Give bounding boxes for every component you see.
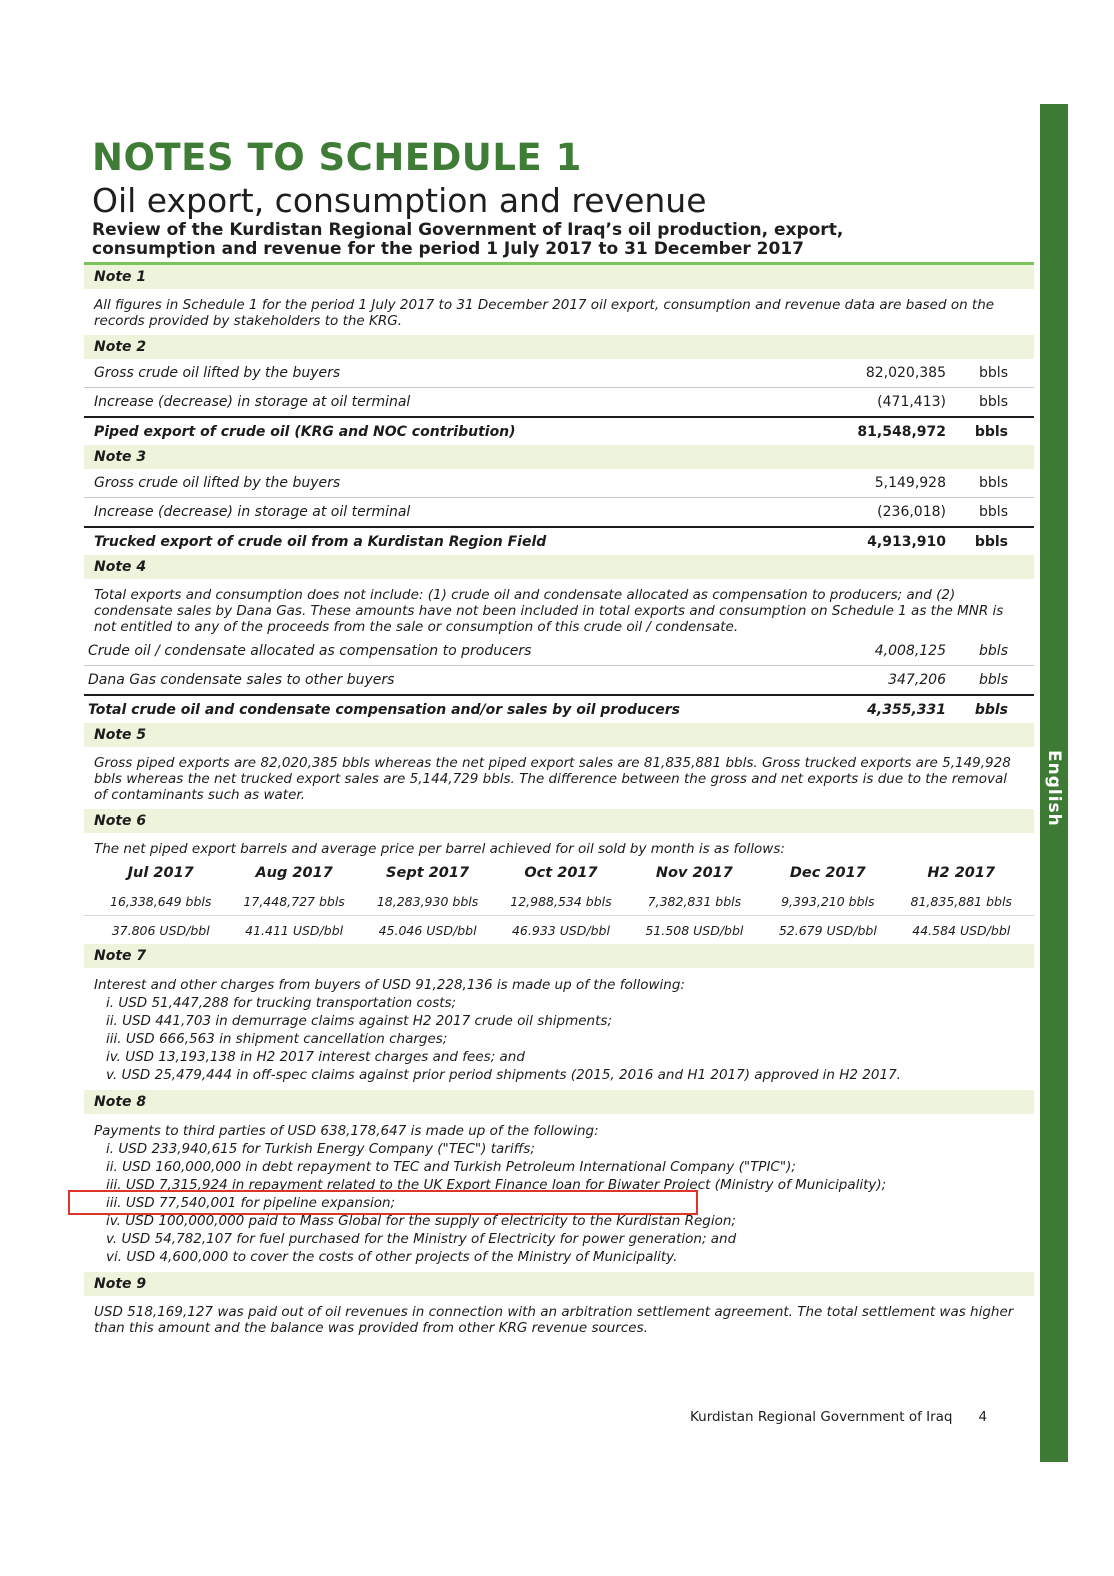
total-label: Total crude oil and condensate compensation and/or sales by oil producers	[88, 702, 680, 718]
month-header: Jul 2017	[127, 865, 194, 881]
row-value: 5,149,928	[874, 475, 946, 491]
list-item: iv. USD 13,193,138 in H2 2017 interest charges and fees; and	[106, 1049, 525, 1065]
review-line-1: Review of the Kurdistan Regional Government of Iraq’s oil production, export,	[92, 220, 844, 240]
highlight-box	[68, 1190, 698, 1215]
row-label: Increase (decrease) in storage at oil terminal	[94, 394, 411, 410]
list-item: ii. USD 160,000,000 in debt repayment to TEC and Turkish Petroleum International Company ("TPIC");	[106, 1159, 796, 1175]
row-unit: bbls	[979, 365, 1008, 381]
note-4-heading: Note 4	[84, 555, 1034, 579]
month-header: Aug 2017	[255, 865, 333, 881]
total-label: Trucked export of crude oil from a Kurdistan Region Field	[94, 534, 547, 550]
barrels-cell: 9,393,210 bbls	[781, 893, 875, 909]
note-5-heading: Note 5	[84, 723, 1034, 747]
row-value: 4,008,125	[874, 643, 946, 659]
note-4-row	[84, 666, 1034, 694]
note-3-row	[84, 469, 1034, 498]
note-5-text: Gross piped exports are 82,020,385 bbls whereas the net piped export sales are 81,835,881 bbls. Gross trucked exports are 5,149,928 bbls whereas the net trucked export sales are 5,144,729 bbls. The difference between the gross and net exports is due to the removal of contaminants such as water.	[94, 755, 1011, 803]
price-cell: 52.679 USD/bbl	[778, 922, 877, 938]
month-header: Oct 2017	[524, 865, 598, 881]
page-number: 4	[978, 1409, 988, 1425]
document-body	[84, 135, 1034, 1342]
price-cell: 44.584 USD/bbl	[912, 922, 1011, 938]
price-row	[84, 915, 1034, 944]
barrels-cell: 7,382,831 bbls	[647, 893, 742, 909]
row-label: Crude oil / condensate allocated as compensation to producers	[88, 643, 532, 659]
row-unit: bbls	[979, 643, 1008, 659]
month-header: Sept 2017	[386, 865, 470, 881]
row-value: 82,020,385	[865, 365, 946, 381]
total-label: Piped export of crude oil (KRG and NOC contribution)	[94, 424, 516, 440]
footer-org: Kurdistan Regional Government of Iraq	[690, 1409, 953, 1425]
note-9-heading: Note 9	[84, 1272, 1034, 1296]
note-2-row	[84, 388, 1034, 416]
row-value: 347,206	[888, 672, 946, 688]
list-item: v. USD 25,479,444 in off-spec claims against prior period shipments (2015, 2016 and H1 2017) approved in H2 2017.	[106, 1067, 901, 1083]
list-item: iii. USD 666,563 in shipment cancellation charges;	[106, 1031, 448, 1047]
barrels-cell: 17,448,727 bbls	[243, 893, 345, 909]
note-8-heading: Note 8	[84, 1090, 1034, 1114]
total-unit: bbls	[974, 424, 1008, 440]
note-3-row	[84, 498, 1034, 526]
list-item: iii. USD 7,315,924 in repayment related to the UK Export Finance loan for Biwater Project (Ministry of Municipality);	[106, 1177, 887, 1193]
total-value: 81,548,972	[857, 424, 946, 440]
note-1-text: All figures in Schedule 1 for the period 1 July 2017 to 31 December 2017 oil export, consumption and revenue data are based on the records provided by stakeholders to the KRG.	[94, 297, 995, 329]
note-7-heading: Note 7	[84, 944, 1034, 968]
note-4-total	[84, 694, 1034, 723]
month-header: Nov 2017	[655, 865, 733, 881]
row-unit: bbls	[979, 504, 1008, 520]
price-cell: 46.933 USD/bbl	[511, 922, 610, 938]
month-header: H2 2017	[927, 865, 996, 881]
barrels-cell: 16,338,649 bbls	[110, 893, 212, 909]
list-item: i. USD 233,940,615 for Turkish Energy Company ("TEC") tariffs;	[106, 1141, 535, 1157]
row-unit: bbls	[979, 475, 1008, 491]
note-4-row	[84, 637, 1034, 666]
price-cell: 37.806 USD/bbl	[111, 922, 210, 938]
language-label: English	[1044, 749, 1064, 827]
review-line-2: consumption and revenue for the period 1 July 2017 to 31 December 2017	[92, 239, 804, 259]
note-3-total	[84, 526, 1034, 555]
barrels-cell: 18,283,930 bbls	[376, 893, 479, 909]
list-item: vi. USD 4,600,000 to cover the costs of other projects of the Ministry of Municipality.	[106, 1249, 678, 1265]
price-cell: 45.046 USD/bbl	[378, 922, 477, 938]
row-value: (236,018)	[877, 504, 946, 520]
note-4-text: Total exports and consumption does not include: (1) crude oil and condensate allocated as compensation to producers; and (2) condensate sales by Dana Gas. These amounts have not been included in total exports and consumption on Schedule 1 as the MNR is not entitled to any of the proceeds from the sale or consumption of this crude oil / condensate.	[94, 587, 1004, 635]
barrels-row	[84, 887, 1034, 915]
total-unit: bbls	[974, 534, 1008, 550]
total-value: 4,355,331	[867, 702, 946, 718]
list-item: iii. USD 77,540,001 for pipeline expansion;	[106, 1195, 396, 1211]
price-cell: 41.411 USD/bbl	[245, 922, 344, 938]
barrels-cell: 12,988,534 bbls	[510, 893, 612, 909]
note-6-text: The net piped export barrels and average price per barrel achieved for oil sold by month is as follows:	[94, 841, 785, 857]
note-8-intro: Payments to third parties of USD 638,178,647 is made up of the following:	[94, 1123, 599, 1139]
page-footer	[690, 1409, 987, 1425]
list-item: i. USD 51,447,288 for trucking transportation costs;	[106, 995, 457, 1011]
row-value: (471,413)	[877, 394, 946, 410]
row-label: Dana Gas condensate sales to other buyers	[88, 672, 395, 688]
total-unit: bbls	[974, 702, 1008, 718]
note-6-heading: Note 6	[84, 809, 1034, 833]
barrels-cell: 81,835,881 bbls	[910, 893, 1012, 909]
total-value: 4,913,910	[867, 534, 946, 550]
list-item: ii. USD 441,703 in demurrage claims against H2 2017 crude oil shipments;	[106, 1013, 612, 1029]
page-title: NOTES TO SCHEDULE 1	[92, 136, 582, 179]
note-7-list	[84, 994, 1034, 1090]
page-subtitle: Oil export, consumption and revenue	[92, 181, 707, 220]
row-label: Increase (decrease) in storage at oil terminal	[94, 504, 411, 520]
list-item: iv. USD 100,000,000 paid to Mass Global for the supply of electricity to the Kurdistan Region;	[106, 1213, 736, 1229]
row-label: Gross crude oil lifted by the buyers	[94, 475, 341, 491]
note-3-heading: Note 3	[84, 445, 1034, 469]
note-1-heading: Note 1	[84, 265, 1034, 289]
note-2-row	[84, 359, 1034, 388]
note-9-text: USD 518,169,127 was paid out of oil revenues in connection with an arbitration settlement agreement. The total settlement was higher than this amount and the balance was provided from other KRG revenue sources.	[94, 1304, 1014, 1336]
note-7-intro: Interest and other charges from buyers of USD 91,228,136 is made up of the following:	[94, 977, 685, 993]
month-header-row	[84, 859, 1034, 887]
row-label: Gross crude oil lifted by the buyers	[94, 365, 341, 381]
note-2-total	[84, 416, 1034, 445]
month-header: Dec 2017	[789, 865, 866, 881]
row-unit: bbls	[979, 394, 1008, 410]
row-unit: bbls	[979, 672, 1008, 688]
list-item: v. USD 54,782,107 for fuel purchased for the Ministry of Electricity for power generation; and	[106, 1231, 737, 1247]
note-2-heading: Note 2	[84, 335, 1034, 359]
price-cell: 51.508 USD/bbl	[645, 922, 744, 938]
